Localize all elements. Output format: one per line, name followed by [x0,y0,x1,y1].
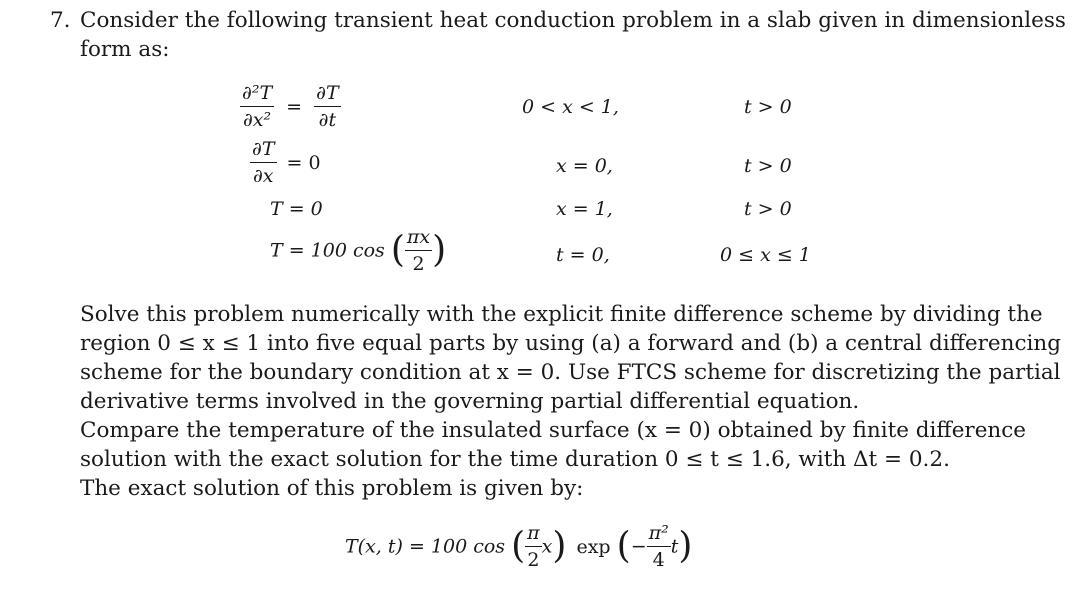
bc1-time: t > 0 [744,155,792,177]
pde-equals: = [286,95,303,118]
body-line-5: Compare the temperature of the insulated surface (x = 0) obtained by finite difference [80,418,1027,443]
bc1-domain: x = 0, [556,155,613,177]
body-line-3: scheme for the boundary condition at x = 0. Use FTCS scheme for discretizing the partial [80,360,1061,385]
bc2-domain: x = 1, [556,198,613,220]
pde-equation [240,82,341,131]
intro-line-2: form as: [80,37,170,62]
pde-num-left: ∂²T [242,82,273,104]
exact-exp-sign: − [630,535,647,558]
ic-equation: T = 100 cos ( $\frac{\pi x}{2}$ ) [270,226,447,276]
pde-den-left: ∂x² [242,109,272,132]
bc2-equation: T = 0 [270,198,323,220]
bc1-den: ∂x [252,165,274,188]
exact-cos-var: x [541,535,553,558]
bc1-num: ∂T [252,138,275,160]
pde-num-right: ∂T [316,82,339,104]
exact-exp-num: π² [648,522,669,544]
exact-cos-den: 2 [527,549,540,572]
body-line-4: derivative terms involved in the governing partial differential equation. [80,389,860,414]
exact-solution: T(x, t) = 100 cos ( $\frac{\pi}{2}$ x) exp (− $\frac{\text{π²}}{4}$ t) [345,522,693,572]
pde-den-right: ∂t [318,109,337,132]
exact-cos-num: π [527,522,540,544]
bc2-time: t > 0 [744,198,792,220]
ic-lhs: T = 100 cos [270,239,385,262]
bc1-equation [250,138,321,187]
exact-exp: exp [576,535,611,558]
body-line-7: The exact solution of this problem is given by: [80,476,584,501]
pde-domain: 0 < x < 1, [522,96,619,118]
ic-arg-den: 2 [412,253,425,276]
pde-time: t > 0 [744,96,792,118]
body-line-6: solution with the exact solution for the time duration 0 ≤ t ≤ 1.6, with Δt = 0.2. [80,447,950,472]
ic-time: 0 ≤ x ≤ 1 [720,244,811,266]
intro-line-1: Consider the following transient heat conduction problem in a slab given in dimensionless [80,8,1066,33]
exact-lhs: T(x, t) = 100 cos [345,535,506,558]
ic-arg-num: πx [406,226,431,248]
bc1-rhs: = 0 [286,151,321,174]
body-line-2: region 0 ≤ x ≤ 1 into five equal parts by using (a) a forward and (b) a central differencing [80,331,1062,356]
body-line-1: Solve this problem numerically with the explicit finite difference scheme by dividing the [80,302,1043,327]
exact-exp-den: 4 [652,549,665,572]
ic-domain: t = 0, [556,244,610,266]
exact-exp-var: t [670,535,679,558]
problem-number: 7. [50,8,71,33]
